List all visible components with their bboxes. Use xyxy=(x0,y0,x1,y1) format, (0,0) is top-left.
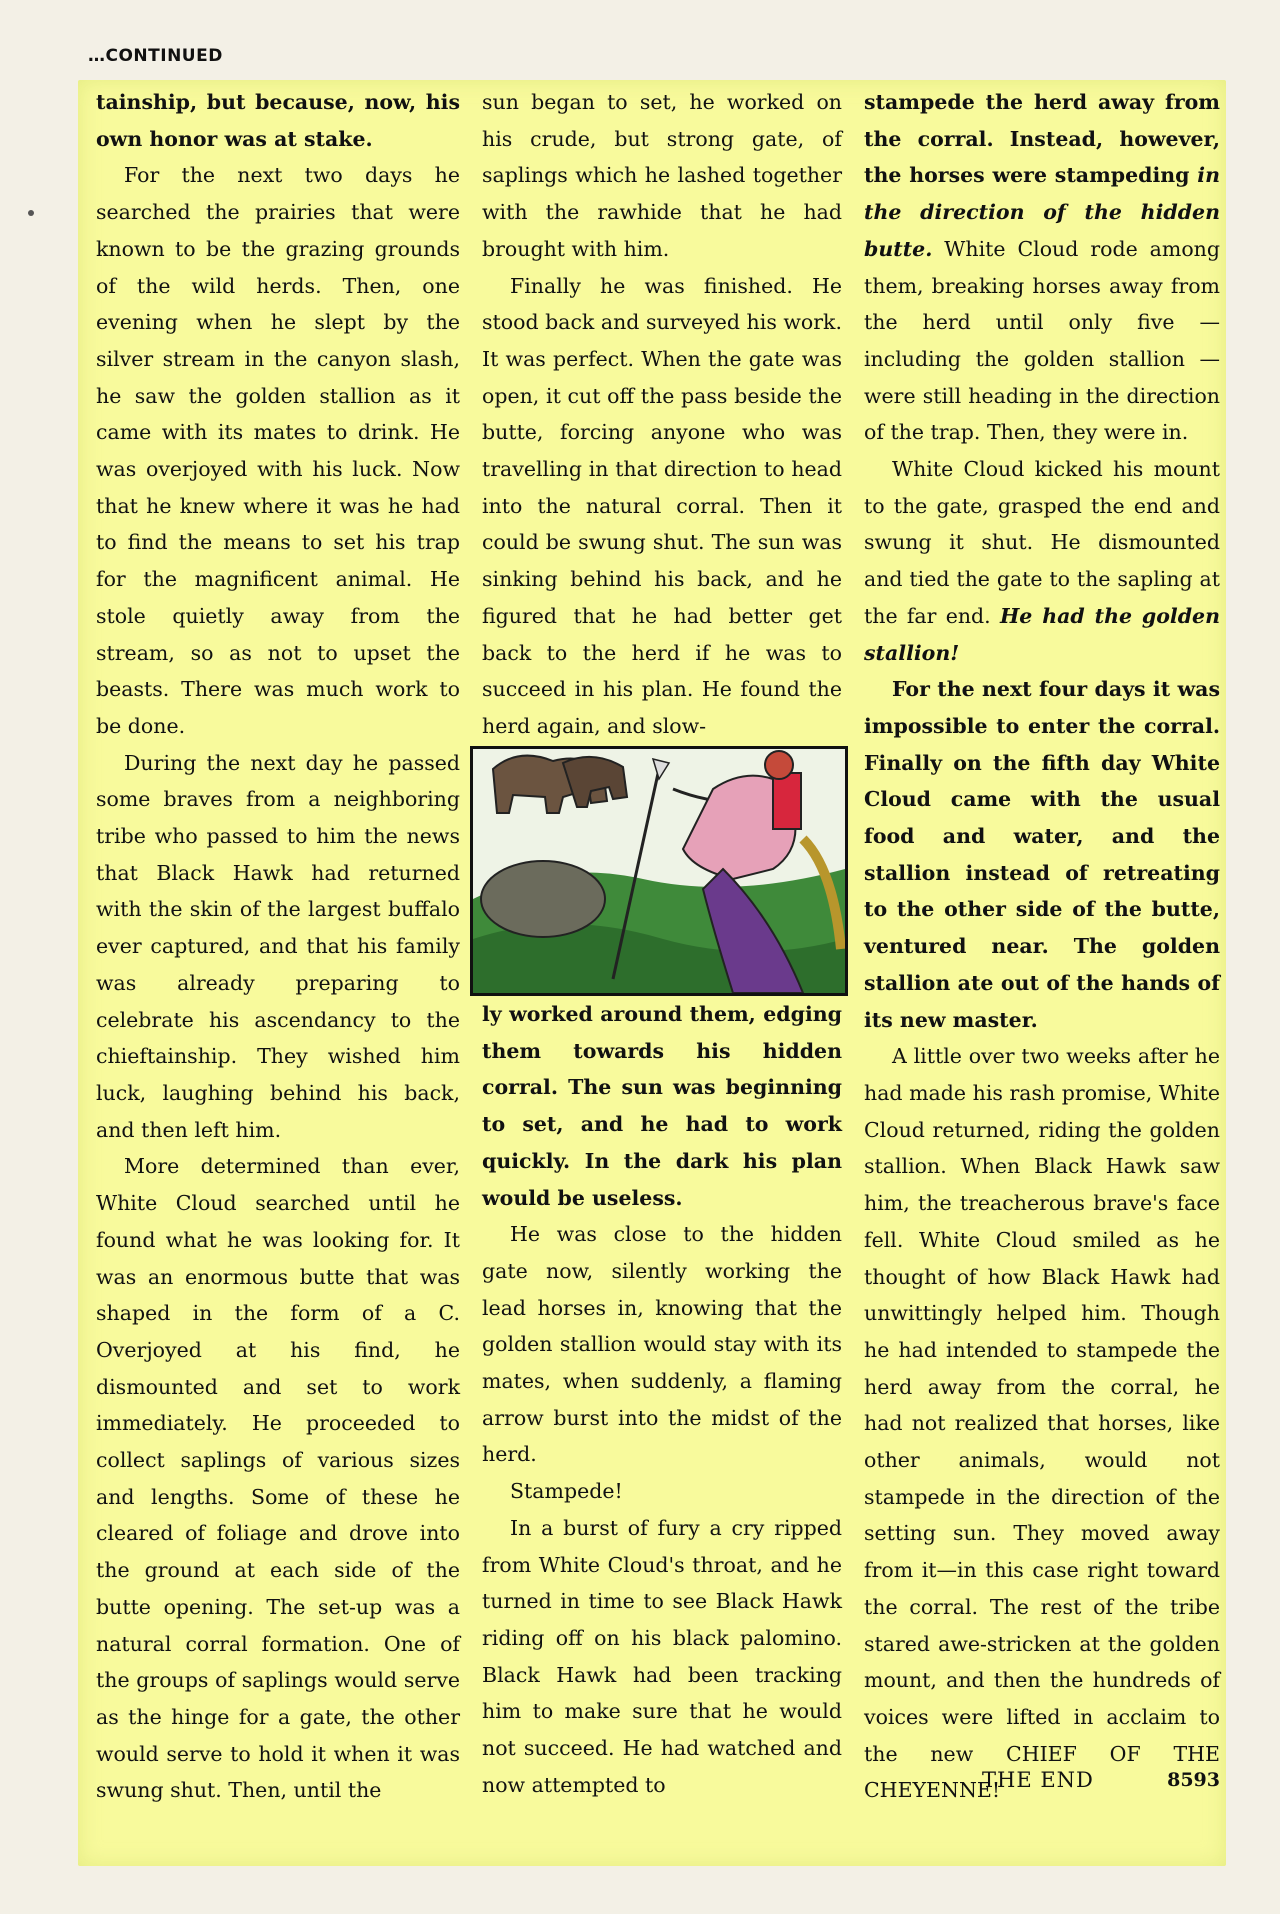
paragraph: More determined than ever, White Cloud searched until he found what he was looking for. It was an enormous butte that was shaped in the form of a C. Overjoyed at his find, he dismounted and set to work immediately. He proceeded to collect saplings of various sizes and lengths. Some of these he cleared of foliage and drove into the ground at each side of the butte opening. The set-up was a natural corral formation. One of the groups of saplings would serve as the hinge for a gate, the other would serve to hold it when it was swung shut. Then, until the xyxy=(96,1154,460,1803)
paragraph: In a burst of fury a cry ripped from White Cloud's throat, and he turned in time to see Black Hawk riding off on his black palomino. Black Hawk had been tracking him to make sure that he would not succeed. He had watched and now attempted to xyxy=(482,1515,842,1797)
paragraph: He was close to the hidden gate now, silently working the lead horses in, knowing that the golden stallion would stay with its mates, when suddenly, a flaming arrow burst into the midst of the herd. xyxy=(482,1222,842,1467)
paragraph: Stampede! xyxy=(510,1479,623,1504)
page-footer xyxy=(864,1762,1220,1798)
text-column-2-continued xyxy=(482,996,842,1803)
paragraph: Finally he was finished. He stood back and surveyed his work. It was perfect. When the gate was open, it cut off the pass beside the butte, forcing anyone who was travelling in that direction to head into the natural corral. Then it could be swung shut. The sun was sinking behind his back, and he figured that he had better get back to the herd if he was to succeed in his plan. He found the herd again, and slow- xyxy=(482,273,842,738)
page-code: 8593 xyxy=(1167,1769,1220,1791)
text-span: White Cloud kicked his mount to the gate, grasped the end and swung it shut. He dismounted and tied the gate to the sapling at the far end. xyxy=(864,457,1220,628)
continued-label: …CONTINUED xyxy=(88,46,223,66)
the-end-label: THE END xyxy=(982,1768,1094,1792)
story-illustration xyxy=(470,746,848,996)
paragraph: For the next four days it was impossible to enter the corral. Finally on the fifth day White Cloud came with the usual food and water, and the stallion instead of retreating to the other side of the butte, ventured near. The golden stallion ate out of the hands of its new master. xyxy=(864,677,1220,1032)
paragraph: During the next day he passed some braves from a neighboring tribe who passed to him the news that Black Hawk had returned with the skin of the largest buffalo ever captured, and that his family was already preparing to celebrate his ascendancy to the chieftainship. They wished him luck, laughing behind his back, and then left him. xyxy=(96,750,460,1142)
text-column-2 xyxy=(482,84,842,745)
text-span: in the direction of the hidden butte. xyxy=(864,163,1220,261)
text-span: White Cloud rode among them, breaking horses away from the herd until only five — including the golden stallion — were still heading in the direction of the trap. Then, they were in. xyxy=(864,236,1220,445)
ink-speck xyxy=(28,210,34,216)
hunter-and-buffalo-image xyxy=(473,749,845,993)
paragraph: ly worked around them, edging them towards his hidden corral. The sun was beginning to set, and he had to work quickly. In the dark his plan would be useless. xyxy=(482,1002,842,1210)
text-column-1 xyxy=(96,84,460,1809)
paragraph: A little over two weeks after he had made his rash promise, White Cloud returned, riding the golden stallion. When Black Hawk saw him, the treacherous brave's face fell. White Cloud smiled as he thought of how Black Hawk had unwittingly helped him. Though he had intended to stampede the herd away from the corral, he had not realized that horses, like other animals, would not stampede in the direction of the setting sun. They moved away from it—in this case right toward the corral. The rest of the tribe stared awe-stricken at the golden mount, and then the hundreds of voices were lifted in acclaim to the new CHIEF OF THE CHEYENNE! xyxy=(864,1044,1220,1803)
paragraph: For the next two days he searched the prairies that were known to be the grazing grounds of the wild herds. Then, one evening when he slept by the silver stream in the canyon slash, he saw the golden stallion as it came with its mates to drink. He was overjoyed with his luck. Now that he knew where it was he had to find the means to set his trap for the magnificent animal. He stole quietly away from the stream, so as not to upset the beasts. There was much work to be done. xyxy=(96,163,460,738)
text-span: stampede the herd away from the corral. Instead, however, the horses were stampeding xyxy=(864,90,1220,188)
text-column-3 xyxy=(864,84,1220,1809)
text-span: He had the golden stallion! xyxy=(864,603,1220,665)
paragraph: sun began to set, he worked on his crude, but strong gate, of saplings which he lashed together with the rawhide that he had brought with him. xyxy=(482,90,842,261)
paragraph: tainship, but because, now, his own honor was at stake. xyxy=(96,90,460,151)
